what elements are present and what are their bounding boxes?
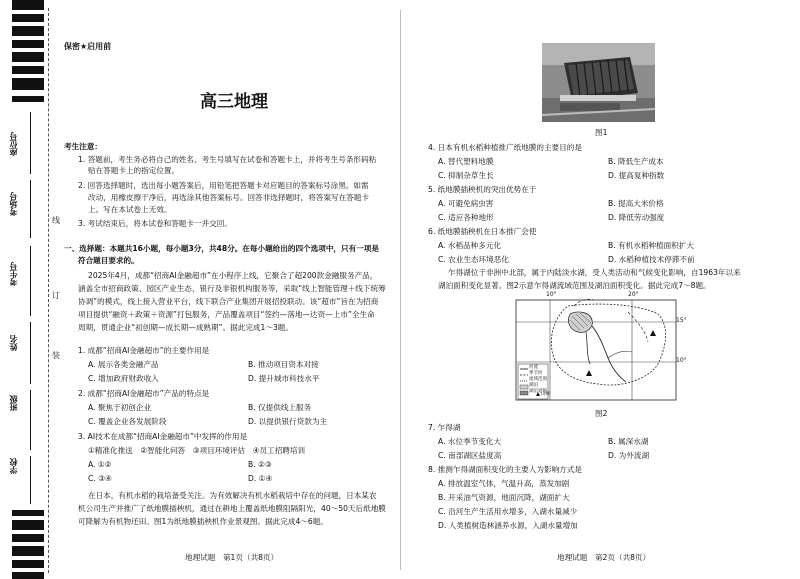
option-d: D. 水稻种植技术停滞不前 bbox=[608, 255, 695, 264]
notice-line: 上。写在本试卷上无效。 bbox=[88, 205, 172, 214]
class-label: 班级 bbox=[9, 395, 18, 411]
intro-line: 机公司生产并推广了纸地膜插秧机，通过在耕地上覆盖纸地膜阻隔阳光，40～50天后纸地膜 bbox=[78, 504, 386, 513]
notice-line: 改动，用橡皮擦干净后，再选涂其他答案标号。回答非选择题时，将答案写在答题卡 bbox=[88, 193, 369, 202]
question-stem: 1. 成都“招商AI金融超市”的主要作用是 bbox=[78, 346, 210, 355]
option-c: C. 沿河生产生活用水增多，入湖水量减少 bbox=[438, 507, 578, 516]
section-title: 符合题目要求的。 bbox=[78, 256, 139, 265]
intro-line: 可降解为有机物还田。图1为纸地膜插秧机作业景观图。据此完成4～6题。 bbox=[78, 517, 328, 526]
option-c: C. 抑制杂草生长 bbox=[438, 171, 494, 180]
notice-line: 2. 回答选择题时，选出每小题答案后，用铅笔把答题卡对应题目的答案标号涂黑。如需 bbox=[78, 181, 369, 190]
option-a: A. 水稻品种多元化 bbox=[438, 241, 502, 250]
school-label: 学校 bbox=[9, 458, 18, 474]
option-b: B. ②③ bbox=[248, 460, 272, 469]
legend-item: 湖泊退缩 bbox=[529, 389, 547, 394]
notice-line: 3. 考试结束后，将本试卷和答题卡一并交回。 bbox=[78, 219, 232, 228]
legend-item: 湖泊 bbox=[529, 383, 538, 388]
option-c: C. ③④ bbox=[88, 474, 112, 483]
option-a: A. 替代塑料地膜 bbox=[438, 157, 494, 166]
legend-item: 山峰 bbox=[541, 392, 550, 397]
option-d: D. ①④ bbox=[248, 474, 273, 483]
legend-item: 流域范围 bbox=[529, 377, 547, 382]
option-b: B. 推动项目资本对接 bbox=[248, 360, 319, 369]
legend-item: 季节河 bbox=[529, 371, 543, 376]
question-items: ①精准化推送 ②智能化问答 ③项目环境评估 ④员工招聘培训 bbox=[88, 446, 306, 455]
intro-line: 2025年4月，成都“招商AI金融超市”在小程序上线，它聚合了超200款金融服务产品， bbox=[88, 271, 378, 280]
question-stem: 5. 纸地膜插秧机的突出优势在于 bbox=[428, 185, 537, 194]
notice-line: 贴在答题卡上的指定位置。 bbox=[88, 166, 180, 175]
option-b: B. 有机水稻种植面积扩大 bbox=[608, 241, 694, 250]
page-footer: 地理试题 第2页（共8页） bbox=[557, 553, 651, 562]
option-a: A. 水位季节变化大 bbox=[438, 437, 502, 446]
option-c: C. 南部湖区盐度高 bbox=[438, 451, 502, 460]
option-c: C. 增加政府财政收入 bbox=[88, 374, 159, 383]
intro-line: 周期，贯通企业“初创期—成长期—成熟期”。据此完成1～3题。 bbox=[78, 323, 293, 332]
option-b: B. 仅提供线上服务 bbox=[248, 403, 312, 412]
question-stem: 3. AI技术在成都“招商AI金融超市”中发挥的作用是 bbox=[78, 432, 248, 441]
option-a: A. 聚焦于初创企业 bbox=[88, 403, 152, 412]
option-c: C. 覆盖企业各发展阶段 bbox=[88, 417, 167, 426]
option-a: A. ①② bbox=[88, 460, 112, 469]
figure-2-caption: 图2 bbox=[595, 409, 608, 418]
question-stem: 7. 乍得湖 bbox=[428, 423, 461, 432]
intro-line: 乍得湖位于非洲中北部，属于内陆淡水湖，受人类活动和气候变化影响，自1963年以来 bbox=[448, 268, 741, 277]
option-b: B. 开采油气资源，地面沉降，湖面扩大 bbox=[438, 493, 570, 502]
page-divider bbox=[400, 10, 401, 570]
cut-mark-bind: 装 bbox=[52, 351, 60, 360]
question-stem: 8. 推测乍得湖面积变化的主要人为影响方式是 bbox=[428, 465, 582, 474]
figure-2-map bbox=[508, 291, 687, 404]
option-d: D. 为外流湖 bbox=[608, 451, 650, 460]
option-b: B. 提高大米价格 bbox=[608, 199, 664, 208]
longitude-label: 10° bbox=[546, 291, 557, 298]
legend-item: 河流 bbox=[529, 365, 538, 370]
intro-line: 在日本，有机水稻的栽培备受关注。为有效解决有机水稻栽培中存在的问题，日本某农 bbox=[88, 491, 377, 500]
option-a: A. 展示各类金融产品 bbox=[88, 360, 159, 369]
option-b: B. 降低生产成本 bbox=[608, 157, 664, 166]
binding-dashed-line bbox=[48, 8, 49, 573]
intro-line: 协调”的模式，线上接入营业平台，线下联合产业集团开展招投联动。该“超市”旨在为招商 bbox=[78, 297, 379, 306]
option-d: D. 人类植树造林涵养水源，入湖水量增加 bbox=[438, 521, 578, 530]
section-title: 一、选择题：本题共16小题，每小题3分，共48分。在每小题给出的四个选项中，只有一项是 bbox=[64, 244, 379, 253]
option-c: C. 适应各种地形 bbox=[438, 213, 494, 222]
exam-room-label: 考场号 bbox=[9, 192, 18, 216]
figure-1-photo bbox=[542, 43, 655, 122]
option-d: D. 提高复种指数 bbox=[608, 171, 665, 180]
latitude-label: 15° bbox=[676, 317, 687, 324]
question-stem: 4. 日本有机水稻种植推广纸地膜的主要目的是 bbox=[428, 143, 582, 152]
candidate-number-label: 考生号 bbox=[9, 262, 18, 286]
option-a: A. 可避免病虫害 bbox=[438, 199, 494, 208]
cut-mark-staple: 订 bbox=[52, 291, 60, 300]
intro-line: 涵盖全市招商政策、园区产业生态、银行及非银机构服务等，采取“线上智能管理＋线下统筹 bbox=[78, 284, 386, 293]
option-a: A. 排放温室气体，气温升高，蒸发加剧 bbox=[438, 479, 570, 488]
longitude-label: 20° bbox=[628, 291, 639, 298]
option-d: D. 提升城市科技水平 bbox=[248, 374, 320, 383]
option-b: B. 属深水湖 bbox=[608, 437, 649, 446]
secret-label: 保密★启用前 bbox=[64, 42, 112, 51]
page-title: 高三地理 bbox=[200, 92, 268, 112]
page-footer: 地理试题 第1页（共8页） bbox=[185, 553, 279, 562]
question-stem: 6. 纸地膜插秧机在日本推广会使 bbox=[428, 227, 537, 236]
figure-1-caption: 图1 bbox=[595, 128, 608, 137]
option-d: D. 以提供银行贷款为主 bbox=[248, 417, 328, 426]
name-label: 姓名 bbox=[9, 335, 18, 351]
option-d: D. 降低劳动强度 bbox=[608, 213, 665, 222]
option-c: C. 农业生态环境恶化 bbox=[438, 255, 509, 264]
latitude-label: 10° bbox=[676, 357, 687, 364]
notice-title: 考生注意： bbox=[64, 142, 102, 151]
seat-number-label: 座位号 bbox=[9, 132, 18, 156]
intro-line: 湖泊面积变化显著。图2示意乍得湖流域范围及湖泊面积变化。据此完成7～8题。 bbox=[438, 281, 711, 290]
cut-mark-line: 线 bbox=[52, 216, 60, 225]
notice-line: 1. 答题前，考生务必将自己的姓名、考生号填写在试卷和答题卡上，并将考生号条形码粘 bbox=[78, 155, 377, 164]
question-stem: 2. 成都“招商AI金融超市”产品的特点是 bbox=[78, 389, 210, 398]
intro-line: 项目提供“融资＋政策＋资源”打包服务，产品覆盖项目“签约—落地—达资—上市”全生命 bbox=[78, 310, 375, 319]
